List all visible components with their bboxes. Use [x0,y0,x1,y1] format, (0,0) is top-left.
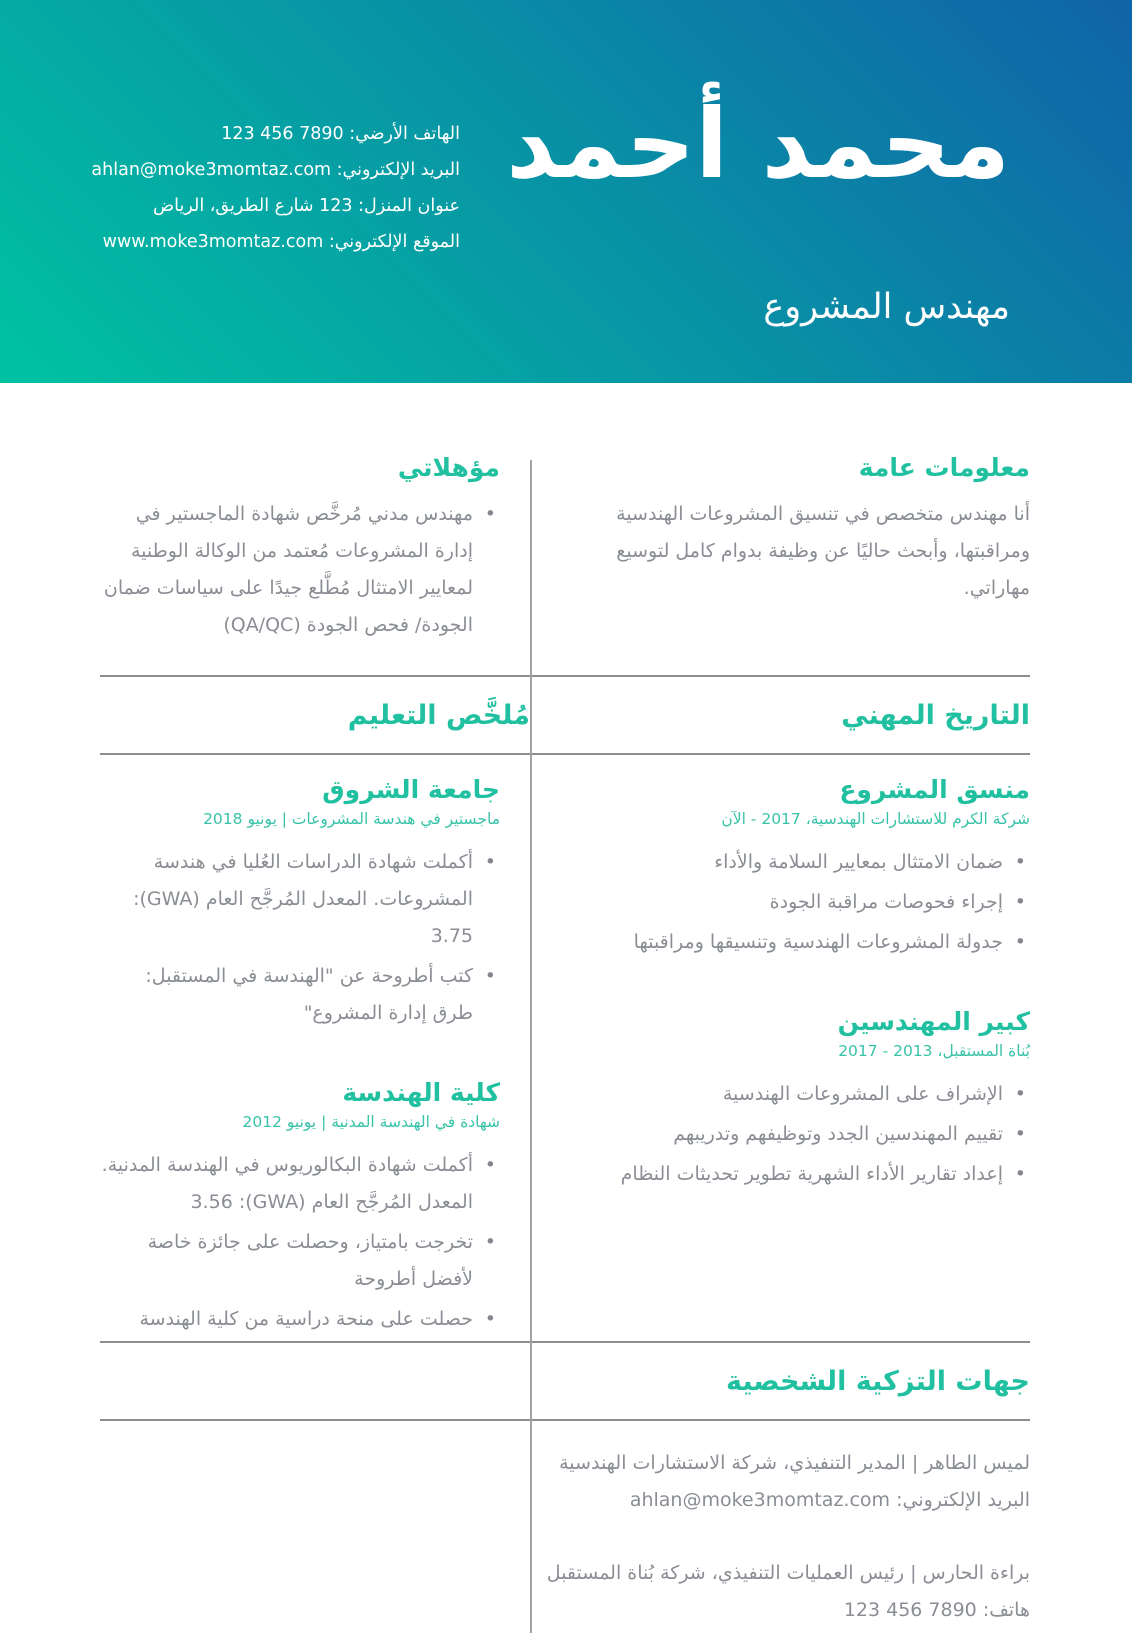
list-item: • الإشراف على المشروعات الهندسية [610,1076,1030,1113]
contact-email-value: ahlan@moke3momtaz.com [91,160,332,180]
list-item: • مهندس مدني مُرخَّص شهادة الماجستير في إدارة المشروعات مُعتمد من الوكالة الوطنية لمعايير الامتثال مُطَّلع جيدًا على سياسات ضمان الجودة/ فحص الجودة (QA/QC) [100,496,500,644]
list-item: • تقييم المهندسين الجدد وتوظيفهم وتدريبهم [610,1116,1030,1153]
qualifications-heading: مؤهلاتي [397,453,500,482]
job-title-2: كبير المهندسين [837,1007,1030,1036]
list-item: • كتب أطروحة عن "الهندسة في المستقبل: طرق إدارة المشروع" [100,958,500,1032]
about-body: أنا مهندس متخصص في تنسيق المشروعات الهندسية ومراقبتها، وأبحث حاليًا عن وظيفة بدوام كامل لتوسيع مهاراتي. [616,503,1030,599]
contact-website-value: www.moke3momtaz.com [102,232,324,252]
school-meta-1: ماجستير في هندسة المشروعات | يونيو 2018 [203,810,500,828]
about-heading: معلومات عامة [858,453,1030,482]
school-title-1: جامعة الشروق [322,775,500,804]
references-heading-cell [100,1366,1030,1397]
section-qualifications [100,453,500,647]
references-heading-band [100,1341,1030,1421]
list-item: • إعداد تقارير الأداء الشهرية تطوير تحديثات النظام [610,1156,1030,1193]
reference-email-value: ahlan@moke3momtaz.com [629,1489,891,1511]
list-item: • ضمان الامتثال بمعايير السلامة والأداء [610,844,1030,881]
education-heading-cell [100,700,530,731]
contact-email: البريد الإلكتروني: ahlan@moke3momtaz.com [91,160,460,180]
job-bullets-2 [610,1076,1030,1193]
person-job-title: مهندس المشروع [763,287,1010,327]
section-heading-band [100,675,1030,755]
contact-phone: الهاتف الأرضي: 123 456 7890 [221,124,460,144]
list-item: • أكملت شهادة الدراسات العُليا في هندسة المشروعات. المعدل المُرجَّح العام (GWA): 3.75 [100,844,500,955]
reference-phone-value: 123 456 7890 [843,1599,977,1621]
qualifications-list [100,496,500,644]
section-education [100,775,500,1341]
job-meta-2: بُناة المستقبل، 2013 - 2017 [838,1042,1030,1060]
job-meta-1: شركة الكرم للاستشارات الهندسية، 2017 - الآن [721,810,1030,828]
section-about [610,453,1030,607]
job-entry [610,775,1030,961]
school-title-2: كلية الهندسة [342,1078,500,1107]
reference-item: لميس الطاهر | المدير التنفيذي، شركة الاستشارات الهندسية البريد الإلكتروني: ahlan@moke3momtaz.com [559,1452,1030,1511]
list-item: • حصلت على منحة دراسية من كلية الهندسة [100,1301,500,1338]
references-heading: جهات التزكية الشخصية [726,1365,1030,1397]
school-bullets-2 [100,1147,500,1338]
job-title-1: منسق المشروع [839,775,1030,804]
column-divider [530,460,532,1633]
references-list [530,1445,1030,1629]
section-history [610,775,1030,1196]
person-name: محمد أحمد [506,88,1010,200]
contact-address: عنوان المنزل: 123 شارع الطريق، الرياض [153,196,460,216]
contact-website: الموقع الإلكتروني: www.moke3momtaz.com [102,232,460,252]
school-entry [100,775,500,1032]
list-item: • جدولة المشروعات الهندسية وتنسيقها ومراقبتها [610,924,1030,961]
history-education-row [100,755,1030,1341]
history-heading: التاريخ المهني [841,699,1030,731]
education-heading: مُلخَّص التعليم [347,699,530,731]
contact-phone-value: 123 456 7890 [221,124,344,144]
list-item: • تخرجت بامتياز، وحصلت على جائزة خاصة لأفضل أطروحة [100,1224,500,1298]
header-banner [0,0,1132,383]
history-heading-cell [530,700,1030,731]
intro-row [100,383,1030,675]
school-meta-2: شهادة في الهندسة المدنية | يونيو 2012 [242,1113,500,1131]
job-entry [610,1007,1030,1193]
school-entry [100,1078,500,1338]
list-item: • إجراء فحوصات مراقبة الجودة [610,884,1030,921]
school-bullets-1 [100,844,500,1032]
job-bullets-1 [610,844,1030,961]
list-item: • أكملت شهادة البكالوريوس في الهندسة المدنية. المعدل المُرجَّح العام (GWA): 3.56 [100,1147,500,1221]
contact-block [91,116,460,260]
reference-item: براءة الحارس | رئيس العمليات التنفيذي، شركة بُناة المستقبل هاتف: 123 456 7890 [546,1562,1030,1621]
content-area [100,383,1030,1629]
